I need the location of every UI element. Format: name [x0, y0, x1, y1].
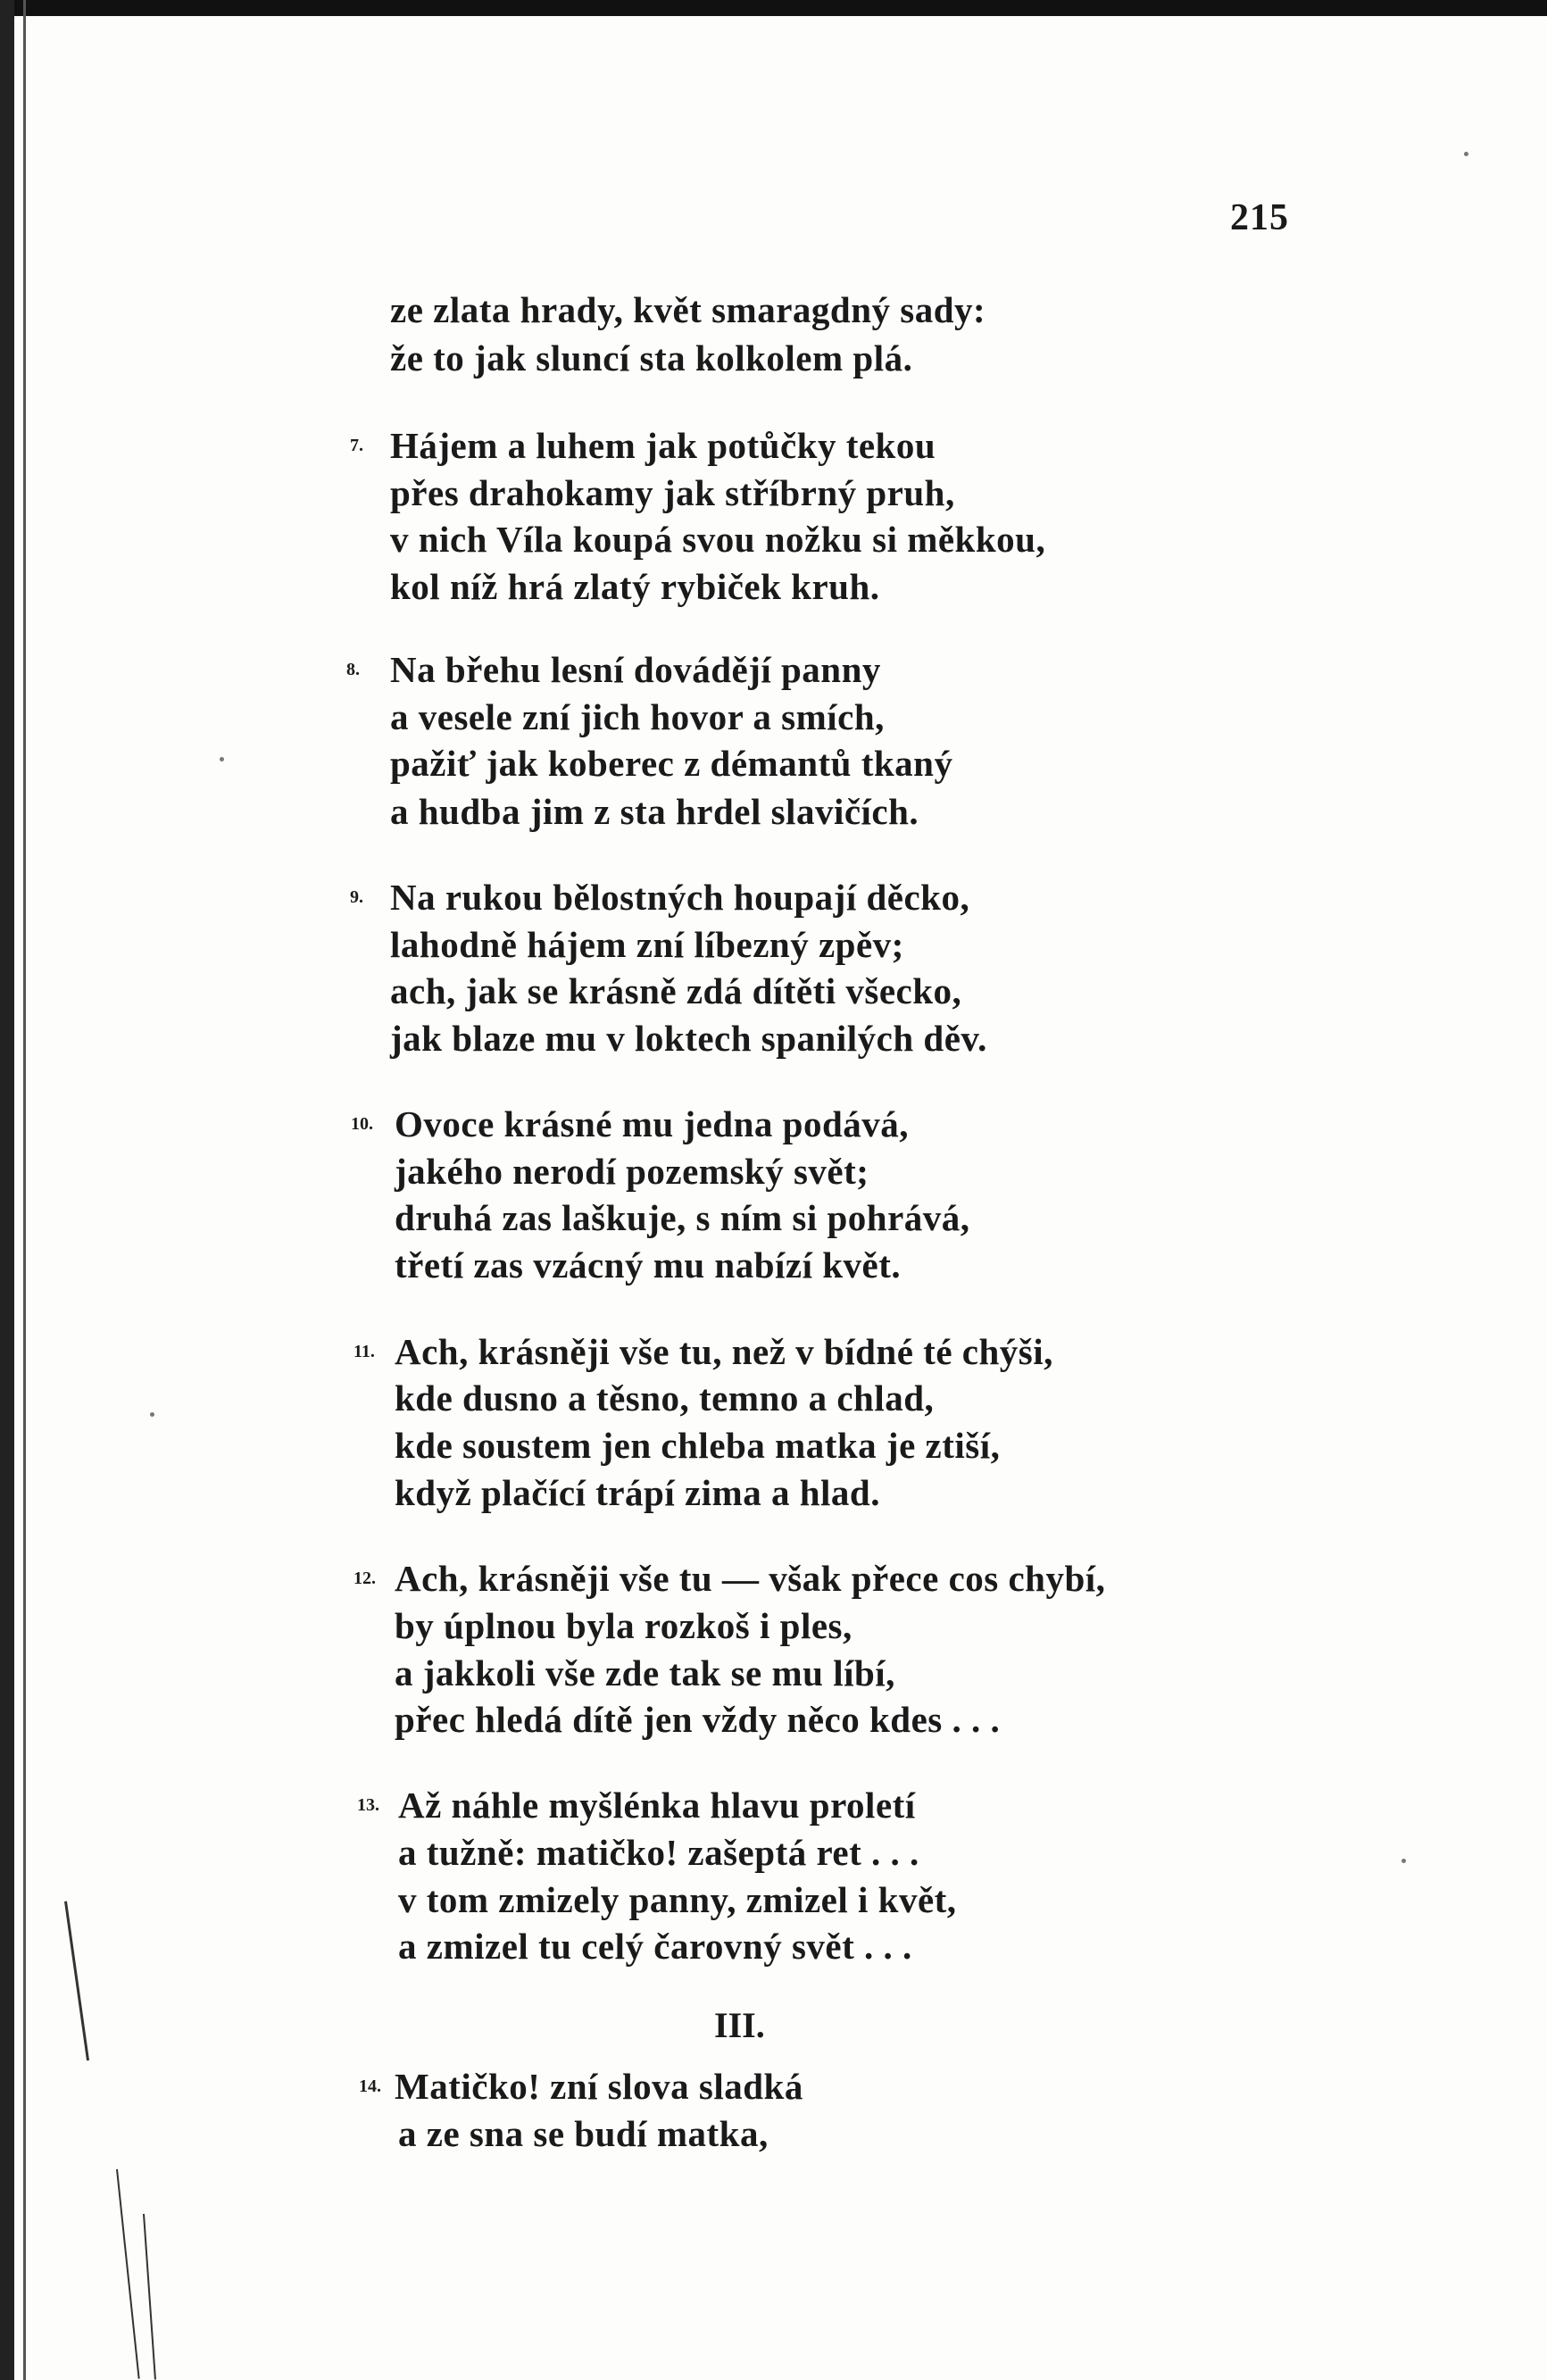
poem-line: Matičko! zní slova sladká — [395, 2066, 803, 2107]
poem-line: kol níž hrá zlatý rybiček kruh. — [390, 566, 880, 607]
stanza-number: 11. — [353, 1342, 375, 1361]
poem-line: Až náhle myšlénka hlavu proletí — [398, 1785, 916, 1826]
poem-line: Ach, krásněji vše tu — však přece cos chybí, — [395, 1558, 1106, 1599]
poem-line: když plačící trápí zima a hlad. — [395, 1472, 880, 1513]
poem-line: Ach, krásněji vše tu, než v bídné té chýši, — [395, 1331, 1053, 1372]
poem-line: pažiť jak koberec z démantů tkaný — [390, 743, 953, 784]
poem-line: Na rukou bělostných houpají děcko, — [390, 877, 970, 918]
poem-line: kde soustem jen chleba matka je ztiší, — [395, 1425, 1001, 1466]
poem-line: a tužně: matičko! zašeptá ret . . . — [398, 1832, 919, 1873]
scan-speck — [1464, 152, 1468, 156]
poem-line: Hájem a luhem jak potůčky tekou — [390, 425, 936, 466]
stanza-number: 10. — [351, 1114, 373, 1134]
scan-speck — [220, 757, 224, 761]
poem-line: že to jak sluncí sta kolkolem plá. — [390, 337, 913, 379]
poem-line: druhá zas laškuje, s ním si pohrává, — [395, 1197, 970, 1238]
poem-line: lahodně hájem zní líbezný zpěv; — [390, 924, 904, 965]
stanza-number: 7. — [350, 436, 363, 455]
stanza-number: 12. — [353, 1569, 376, 1588]
stanza-number: 9. — [350, 887, 363, 907]
section-heading: III. — [714, 2005, 765, 2045]
poem-line: a jakkoli vše zde tak se mu líbí, — [395, 1652, 895, 1693]
poem-line: ze zlata hrady, květ smaragdný sady: — [390, 289, 986, 330]
page-number: 215 — [1230, 197, 1289, 238]
poem-line: v tom zmizely panny, zmizel i květ, — [398, 1879, 957, 1920]
stanza-number: 14. — [359, 2076, 381, 2096]
poem-line: a zmizel tu celý čarovný svět . . . — [398, 1926, 912, 1967]
poem-line: ach, jak se krásně zdá dítěti všecko, — [390, 970, 962, 1011]
poem-line: v nich Víla koupá svou nožku si měkkou, — [390, 519, 1046, 560]
poem-line: Na břehu lesní dovádějí panny — [390, 649, 881, 690]
poem-line: Ovoce krásné mu jedna podává, — [395, 1103, 910, 1144]
stanza-number: 13. — [357, 1795, 379, 1815]
stanza-number: 8. — [346, 660, 360, 679]
poem-line: třetí zas vzácný mu nabízí květ. — [395, 1244, 902, 1286]
poem-line: a hudba jim z sta hrdel slavičích. — [390, 791, 919, 832]
poem-line: a ze sna se budí matka, — [398, 2113, 769, 2154]
poem-line: by úplnou byla rozkoš i ples, — [395, 1605, 853, 1646]
scan-speck — [1401, 1859, 1406, 1863]
scan-speck — [150, 1412, 154, 1417]
poem-line: a vesele zní jich hovor a smích, — [390, 696, 885, 737]
poem-line: jak blaze mu v loktech spanilých děv. — [390, 1018, 987, 1059]
poem-line: přec hledá dítě jen vždy něco kdes . . . — [395, 1699, 1001, 1740]
poem-line: kde dusno a těsno, temno a chlad, — [395, 1377, 935, 1419]
poem-line: jakého nerodí pozemský svět; — [395, 1151, 869, 1192]
poem-line: přes drahokamy jak stříbrný pruh, — [390, 472, 955, 513]
